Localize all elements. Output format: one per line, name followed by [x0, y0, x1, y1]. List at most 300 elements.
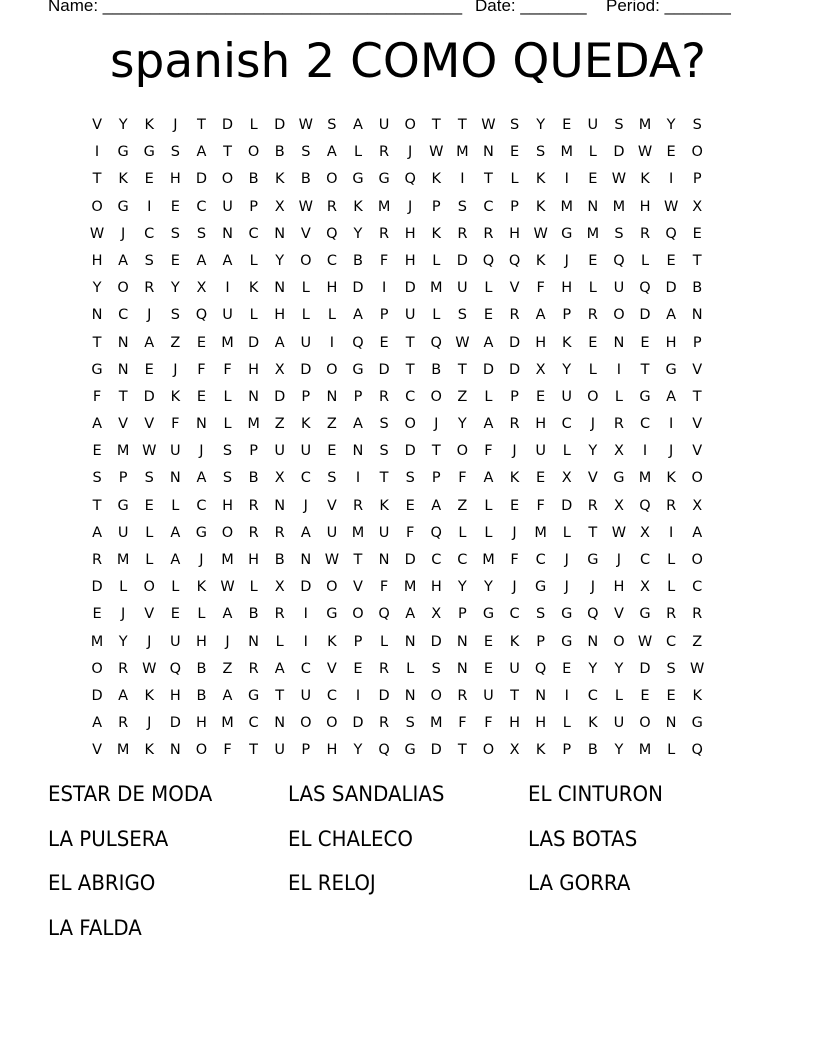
grid-letter: U [509, 660, 520, 677]
grid-letter: S [457, 198, 467, 215]
grid-letter: I [94, 144, 100, 161]
grid-letter: Q [378, 606, 390, 623]
grid-letter: H [248, 361, 260, 378]
grid-letter: D [561, 497, 573, 514]
word-list-item: LA GORRA [528, 871, 631, 896]
grid-letter: H [535, 715, 547, 732]
grid-letter: E [588, 334, 598, 351]
grid-letter: V [692, 416, 703, 433]
grid-letter: F [510, 552, 519, 568]
grid-letter: C [666, 633, 677, 650]
grid-letter: K [144, 687, 154, 704]
grid-letter: Q [404, 171, 416, 188]
grid-letter: J [512, 524, 517, 541]
grid-letter: L [327, 307, 336, 324]
grid-letter: N [169, 742, 181, 759]
grid-letter: U [170, 443, 181, 460]
grid-letter: N [613, 334, 625, 351]
grid-letter: K [666, 470, 676, 487]
grid-letter: W [220, 579, 235, 596]
grid-letter: U [561, 388, 573, 405]
grid-letter: E [666, 144, 676, 161]
grid-letter: Q [613, 252, 625, 269]
grid-letter: R [692, 606, 703, 623]
grid-letter: C [431, 552, 442, 568]
grid-letter: I [355, 470, 361, 487]
grid-letter: D [665, 280, 677, 297]
grid-letter: L [171, 497, 180, 514]
grid-letter: H [169, 171, 181, 188]
grid-letter: E [483, 660, 494, 677]
grid-letter: Q [430, 334, 442, 351]
grid-letter: R [274, 524, 285, 541]
grid-letter: Q [169, 660, 182, 677]
word-search-grid [84, 112, 710, 765]
grid-letter: M [560, 198, 573, 215]
grid-letter: O [91, 660, 103, 677]
grid-letter: B [431, 361, 442, 378]
grid-letter: F [223, 742, 232, 759]
grid-letter: B [248, 606, 259, 623]
grid-letter: L [484, 497, 493, 514]
grid-letter: D [430, 633, 442, 650]
grid-letter: C [326, 687, 337, 704]
grid-letter: G [691, 715, 703, 732]
grid-letter: J [199, 552, 204, 568]
grid-letter: I [303, 633, 308, 650]
grid-letter: F [536, 497, 545, 514]
grid-letter: L [614, 388, 623, 405]
grid-letter: F [379, 579, 389, 596]
grid-letter: O [326, 171, 338, 188]
grid-letter: C [561, 416, 572, 433]
grid-letter: P [510, 198, 519, 215]
grid-letter: X [613, 443, 624, 460]
grid-letter: E [666, 687, 676, 704]
grid-letter: R [587, 307, 598, 324]
grid-letter: O [613, 633, 625, 650]
grid-letter: K [535, 198, 546, 215]
grid-letter: C [300, 660, 311, 677]
grid-letter: L [432, 307, 441, 324]
grid-letter: R [248, 497, 259, 514]
grid-letter: N [404, 687, 416, 704]
grid-letter: R [144, 280, 155, 297]
grid-letter: I [668, 171, 674, 188]
grid-letter: N [248, 633, 260, 650]
grid-letter: Z [274, 416, 285, 433]
grid-letter: C [483, 198, 494, 215]
grid-letter: F [458, 715, 467, 732]
grid-letter: Q [639, 497, 651, 514]
grid-letter: Q [195, 307, 208, 324]
grid-letter: V [692, 361, 703, 378]
grid-letter: O [326, 715, 338, 732]
grid-letter: M [586, 225, 600, 242]
grid-letter: R [666, 497, 677, 514]
grid-letter: H [665, 334, 677, 351]
grid-letter: D [378, 687, 390, 704]
grid-letter: D [274, 388, 286, 405]
grid-letter: V [587, 470, 598, 487]
grid-letter: Z [457, 497, 468, 514]
grid-letter: H [561, 280, 573, 297]
grid-letter: T [223, 144, 232, 161]
grid-letter: E [353, 660, 363, 677]
grid-letter: T [249, 742, 259, 759]
grid-letter: Q [587, 606, 599, 623]
grid-letter: Y [614, 742, 624, 759]
grid-letter: Y [588, 443, 598, 460]
grid-letter: I [460, 171, 465, 188]
grid-letter: K [248, 280, 259, 297]
grid-letter: E [379, 334, 389, 351]
grid-letter: A [222, 687, 233, 704]
grid-letter: A [170, 524, 181, 541]
grid-letter: X [535, 361, 546, 378]
grid-letter: R [274, 606, 285, 623]
grid-letter: E [509, 144, 520, 161]
grid-letter: O [456, 443, 469, 460]
grid-letter: S [509, 117, 520, 133]
grid-letter: Z [326, 416, 337, 433]
grid-letter: C [144, 225, 155, 242]
grid-letter: A [353, 307, 363, 324]
grid-letter: I [303, 606, 308, 623]
grid-letter: J [173, 361, 178, 378]
grid-letter: O [404, 416, 416, 433]
grid-letter: A [353, 416, 363, 433]
grid-letter: L [484, 388, 493, 405]
grid-letter: R [457, 225, 468, 242]
grid-letter: T [457, 361, 467, 378]
grid-letter: U [170, 633, 181, 650]
grid-letter: J [512, 443, 517, 460]
grid-letter: Y [666, 117, 676, 133]
grid-letter: W [637, 633, 653, 650]
date-field-label: Date: _______ [475, 0, 587, 15]
grid-letter: M [638, 742, 652, 759]
word-list [48, 773, 788, 951]
grid-letter: M [482, 552, 495, 568]
grid-letter: F [536, 280, 545, 297]
grid-letter: Z [457, 388, 468, 405]
grid-letter: V [118, 416, 129, 433]
grid-letter: A [405, 606, 416, 623]
grid-letter: R [509, 416, 520, 433]
grid-letter: J [564, 579, 569, 596]
grid-letter: O [326, 361, 338, 378]
grid-letter: N [587, 633, 599, 650]
grid-letter: J [147, 307, 152, 324]
grid-letter: Y [457, 579, 467, 596]
grid-letter: K [353, 198, 363, 215]
grid-letter: W [690, 660, 705, 677]
grid-letter: C [326, 252, 337, 269]
grid-letter: F [458, 470, 467, 487]
grid-letter: K [144, 117, 154, 133]
grid-letter: U [222, 198, 233, 215]
grid-letter: L [249, 579, 258, 596]
grid-letter: O [143, 579, 155, 596]
grid-letter: B [196, 687, 207, 704]
grid-letter: L [249, 252, 258, 269]
grid-letter: A [326, 144, 337, 161]
grid-letter: W [663, 198, 679, 215]
grid-letter: N [456, 633, 468, 650]
grid-letter: I [381, 280, 387, 297]
grid-letter: L [562, 443, 571, 460]
grid-letter: N [274, 280, 286, 297]
grid-letter: F [223, 361, 232, 378]
grid-letter: H [639, 198, 651, 215]
grid-letter: X [274, 198, 285, 215]
grid-letter: U [457, 280, 468, 297]
grid-letter: R [613, 416, 624, 433]
grid-letter: D [300, 361, 312, 378]
grid-letter: D [404, 280, 416, 297]
grid-letter: W [142, 443, 157, 460]
grid-letter: O [430, 687, 442, 704]
grid-letter: D [91, 687, 103, 704]
grid-letter: T [405, 361, 415, 378]
grid-letter: S [196, 225, 207, 242]
grid-letter: T [510, 687, 519, 704]
grid-letter: K [535, 252, 546, 269]
grid-letter: J [121, 225, 126, 242]
grid-letter: N [404, 633, 416, 650]
grid-letter: M [638, 117, 652, 133]
grid-letter: K [431, 225, 442, 242]
grid-letter: A [92, 524, 102, 541]
grid-letter: J [408, 198, 413, 215]
grid-letter: M [612, 198, 626, 215]
grid-letter: I [355, 687, 361, 704]
grid-letter: E [405, 497, 415, 514]
grid-letter: E [170, 252, 180, 269]
grid-letter: Y [353, 225, 363, 242]
grid-letter: K [118, 171, 128, 188]
grid-letter: R [248, 524, 259, 541]
grid-letter: P [692, 171, 702, 188]
grid-letter: D [195, 171, 207, 188]
grid-letter: L [562, 715, 571, 732]
grid-letter: G [352, 171, 364, 188]
grid-letter: I [668, 416, 674, 433]
grid-letter: G [247, 687, 260, 704]
grid-letter: F [484, 715, 493, 732]
grid-letter: E [562, 660, 572, 677]
grid-letter: A [222, 606, 233, 623]
grid-letter: L [145, 552, 154, 568]
grid-letter: O [221, 171, 234, 188]
grid-letter: K [144, 742, 154, 759]
grid-letter: L [614, 687, 623, 704]
grid-letter: A [535, 307, 546, 324]
grid-letter: Q [639, 280, 651, 297]
grid-letter: O [691, 144, 703, 161]
grid-letter: W [324, 552, 340, 568]
grid-letter: P [301, 742, 311, 759]
grid-letter: N [378, 552, 390, 568]
grid-letter: X [613, 497, 624, 514]
grid-letter: T [275, 687, 285, 704]
grid-letter: G [639, 388, 651, 405]
grid-letter: P [510, 388, 519, 405]
grid-letter: O [300, 252, 312, 269]
grid-letter: N [117, 334, 129, 351]
name-field-label: Name: ______________________________________ [48, 0, 463, 15]
grid-letter: P [353, 388, 363, 405]
grid-letter: P [562, 742, 572, 759]
grid-letter: M [534, 524, 547, 541]
grid-letter: Q [508, 252, 521, 269]
grid-letter: A [483, 470, 494, 487]
grid-letter: A [92, 416, 102, 433]
grid-letter: Y [92, 280, 102, 297]
grid-letter: I [147, 198, 152, 215]
grid-letter: Q [352, 334, 364, 351]
grid-letter: A [196, 470, 207, 487]
grid-letter: H [222, 497, 233, 514]
grid-letter: B [353, 252, 363, 269]
grid-letter: T [353, 552, 363, 568]
grid-letter: R [587, 497, 598, 514]
grid-letter: M [638, 470, 652, 487]
grid-letter: J [512, 579, 517, 596]
grid-letter: E [666, 252, 676, 269]
grid-letter: I [616, 361, 622, 378]
grid-letter: L [588, 361, 597, 378]
grid-letter: O [691, 552, 703, 568]
grid-letter: W [611, 524, 627, 541]
grid-letter: J [173, 117, 178, 133]
grid-letter: O [482, 742, 495, 759]
grid-letter: N [91, 307, 103, 324]
grid-letter: H [248, 552, 260, 568]
grid-letter: G [117, 144, 129, 161]
grid-letter: W [298, 117, 313, 133]
grid-letter: N [274, 715, 286, 732]
grid-letter: X [640, 524, 650, 541]
word-list-item: LAS SANDALIAS [288, 782, 445, 807]
grid-letter: G [117, 497, 129, 514]
grid-letter: L [171, 579, 180, 596]
grid-letter: E [536, 470, 546, 487]
grid-letter: J [564, 252, 569, 269]
grid-letter: Y [588, 660, 598, 677]
grid-letter: L [353, 144, 363, 161]
grid-letter: M [456, 144, 469, 161]
grid-letter: O [300, 715, 312, 732]
grid-letter: P [249, 198, 258, 215]
grid-letter: M [430, 715, 443, 732]
grid-letter: Q [691, 742, 703, 759]
grid-letter: G [587, 552, 599, 568]
grid-letter: W [637, 144, 653, 161]
grid-letter: X [431, 606, 442, 623]
grid-letter: I [564, 171, 569, 188]
grid-letter: Q [378, 742, 390, 759]
header [0, 0, 816, 20]
grid-letter: M [351, 524, 365, 541]
grid-letter: V [613, 606, 624, 623]
grid-letter: R [118, 660, 129, 677]
grid-letter: O [691, 470, 703, 487]
grid-letter: C [639, 416, 651, 433]
grid-letter: R [352, 497, 364, 514]
grid-letter: C [300, 470, 311, 487]
grid-letter: Z [692, 633, 703, 650]
grid-letter: A [274, 334, 285, 351]
grid-letter: S [379, 443, 389, 460]
grid-letter: S [301, 144, 311, 161]
grid-letter: C [196, 497, 207, 514]
grid-letter: K [588, 715, 598, 732]
grid-letter: Z [170, 334, 181, 351]
grid-letter: T [484, 171, 493, 188]
grid-letter: M [116, 742, 130, 759]
grid-letter: E [588, 252, 598, 269]
grid-letter: D [639, 307, 651, 324]
grid-letter: Y [562, 361, 572, 378]
grid-letter: V [300, 225, 311, 242]
period-field-label: Period: _______ [606, 0, 731, 15]
grid-letter: S [144, 252, 154, 269]
grid-letter: N [248, 388, 260, 405]
grid-letter: V [353, 579, 363, 596]
grid-letter: O [613, 307, 625, 324]
grid-letter: S [170, 225, 180, 242]
grid-letter: U [300, 687, 312, 704]
grid-letter: S [92, 470, 102, 487]
grid-letter: A [144, 334, 155, 351]
word-list-item: LA PULSERA [48, 826, 169, 852]
grid-letter: L [301, 307, 310, 324]
grid-letter: Q [665, 225, 677, 242]
grid-letter: A [118, 687, 129, 704]
grid-letter: Y [118, 633, 128, 650]
grid-letter: T [92, 334, 102, 351]
grid-letter: I [329, 334, 335, 351]
grid-letter: A [431, 497, 442, 514]
grid-letter: V [692, 443, 703, 460]
grid-letter: S [457, 307, 467, 324]
grid-letter: H [509, 225, 520, 242]
grid-letter: L [484, 524, 493, 541]
grid-letter: S [405, 470, 415, 487]
grid-letter: N [665, 715, 677, 732]
grid-letter: D [456, 252, 468, 269]
grid-letter: S [614, 225, 624, 242]
grid-letter: I [668, 524, 674, 541]
grid-letter: V [144, 416, 155, 433]
grid-letter: R [379, 388, 390, 405]
grid-letter: M [221, 334, 234, 351]
grid-letter: K [640, 171, 650, 188]
grid-letter: L [301, 280, 310, 297]
grid-letter: P [692, 334, 702, 351]
grid-letter: R [639, 225, 651, 242]
word-list-item: LA FALDA [48, 915, 142, 941]
grid-letter: G [195, 524, 208, 541]
word-list-item: LAS BOTAS [528, 826, 638, 852]
grid-letter: F [406, 524, 415, 541]
grid-letter: W [298, 198, 313, 215]
grid-letter: T [196, 117, 206, 133]
grid-letter: Y [614, 660, 624, 677]
grid-letter: A [353, 117, 363, 133]
